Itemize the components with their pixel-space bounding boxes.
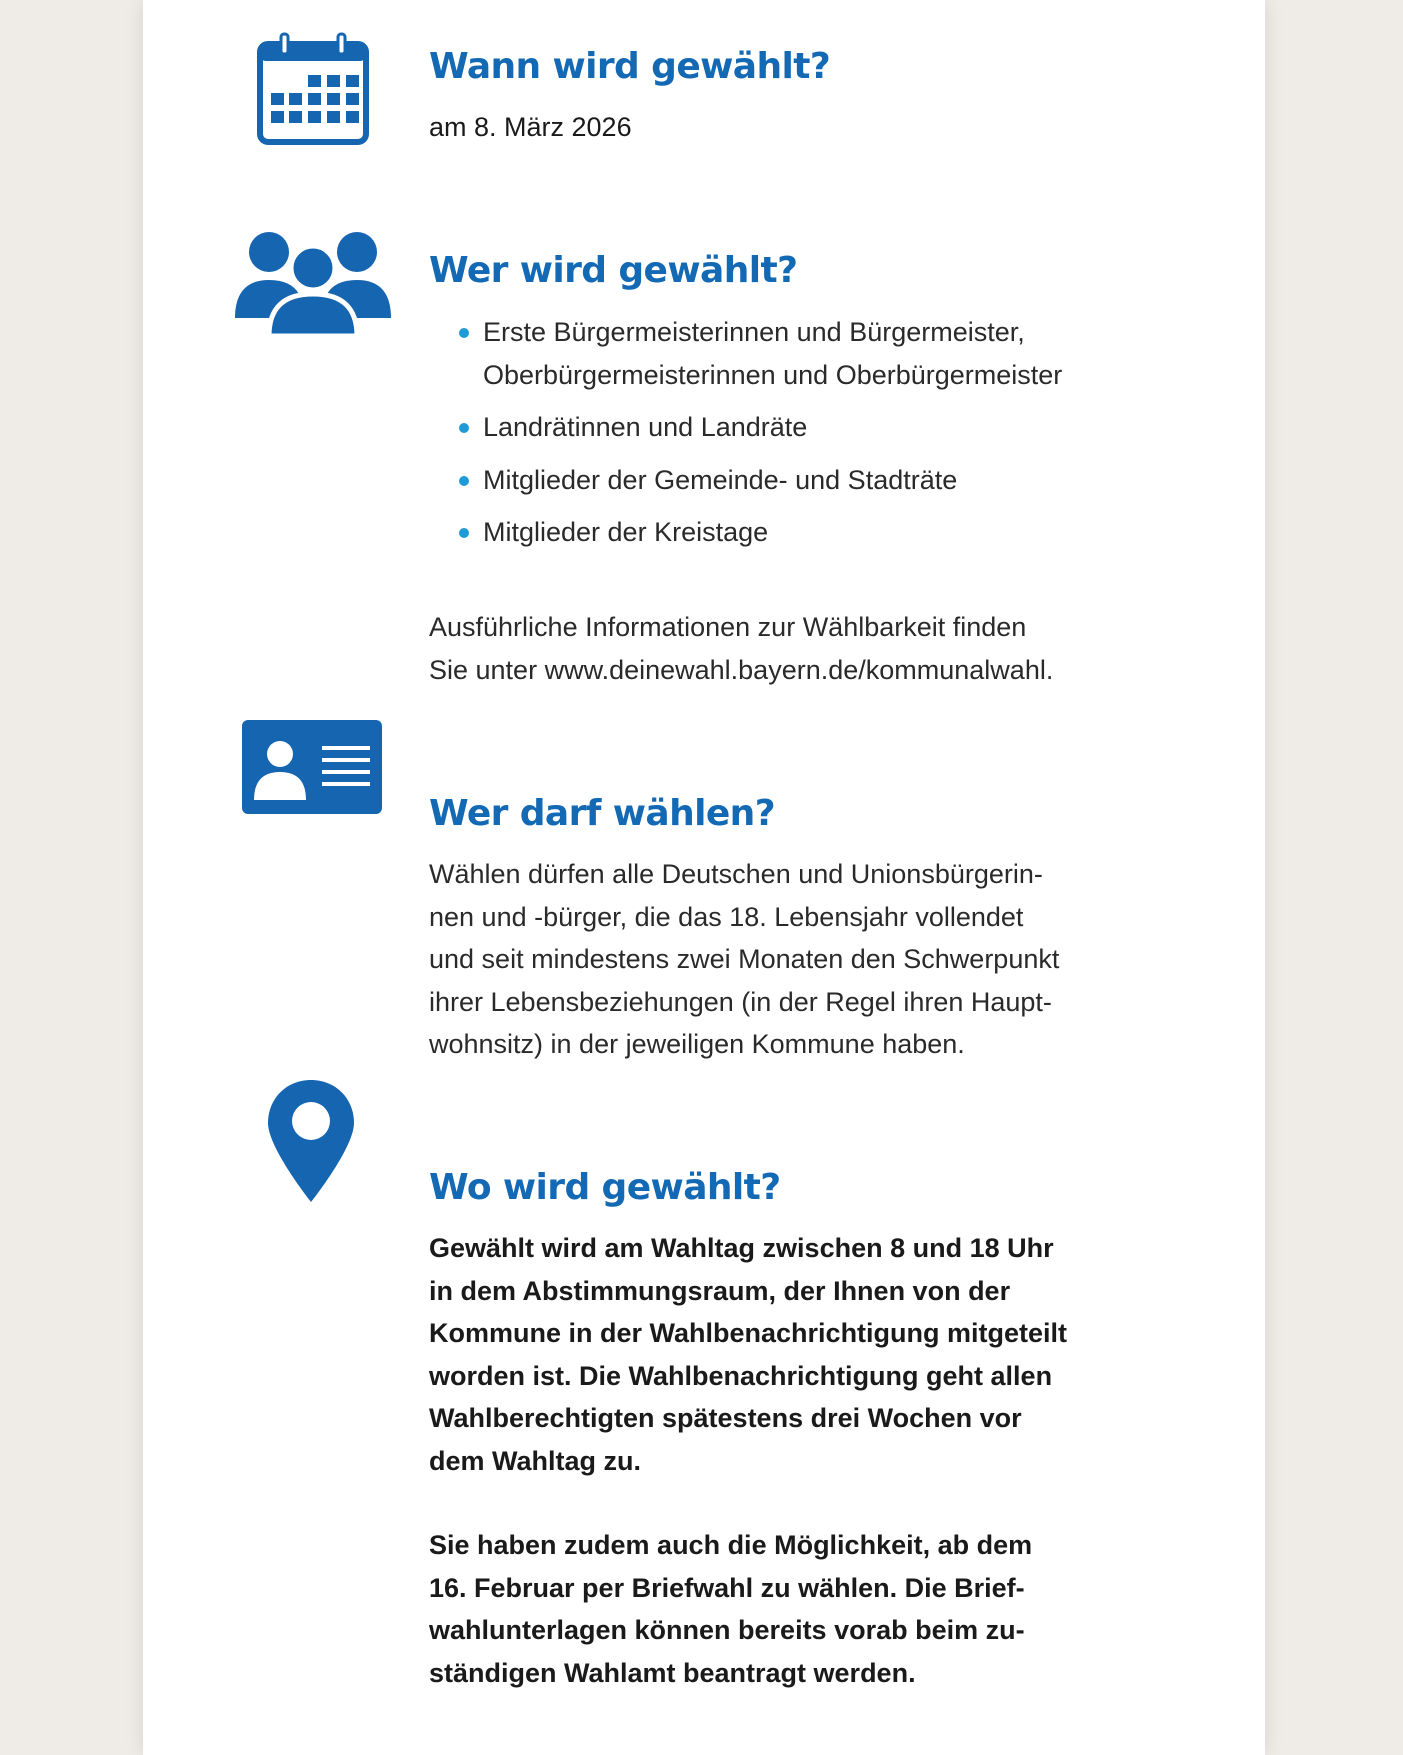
list-item: Erste Bürgermeisterinnen und Bürgermeister, Oberbürgermeisterinnen und Oberbürgermeister — [459, 311, 1062, 396]
candidates-list — [459, 311, 1062, 564]
eligibility-info: Ausführliche Informationen zur Wählbarkeit finden Sie unter www.deinewahl.bayern.de/kommunalwahl. — [429, 612, 1054, 685]
section-heading-when: Wann wird gewählt? — [429, 46, 831, 87]
polling-info-text: Gewählt wird am Wahltag zwischen 8 und 18 Uhr in dem Abstimmungsraum, der Ihnen von der Kommune in der Wahlbenachrichtigung mitgeteilt worden ist. Die Wahlbenachrichtigung geht allen Wahlberechtigten spätestens drei Wochen vor dem Wahltag zu. — [429, 1233, 1068, 1476]
list-item: Mitglieder der Kreistage — [459, 511, 1062, 554]
bullet-dot — [459, 528, 469, 538]
voter-eligibility-text: Wählen dürfen alle Deutschen und Unionsbürgerin- nen und -bürger, die das 18. Lebensjahr vollendet und seit mindestens zwei Monaten den Schwerpunkt ihrer Lebensbeziehungen (in der Regel ihren Haupt- wohnsitz) in der jeweiligen Kommune haben. — [429, 859, 1060, 1059]
people-group-icon — [233, 230, 393, 336]
bullet-dot — [459, 423, 469, 433]
document-page — [143, 0, 1265, 1755]
section-heading-who-votes: Wer darf wählen? — [429, 793, 775, 834]
section-heading-where: Wo wird gewählt? — [429, 1167, 781, 1208]
list-item: Mitglieder der Gemeinde- und Stadträte — [459, 459, 1062, 502]
section-heading-who-elected: Wer wird gewählt? — [429, 250, 798, 291]
bullet-dot — [459, 476, 469, 486]
calendar-icon — [257, 32, 369, 146]
id-card-icon — [242, 720, 382, 814]
list-item: Landrätinnen und Landräte — [459, 406, 1062, 449]
election-date: am 8. März 2026 — [429, 112, 632, 142]
postal-vote-text: Sie haben zudem auch die Möglichkeit, ab dem 16. Februar per Briefwahl zu wählen. Die Brief- wahlunterlagen können bereits vorab beim zu- ständigen Wahlamt beantragt werden. — [429, 1530, 1033, 1688]
location-pin-icon — [266, 1078, 356, 1204]
bullet-dot — [459, 328, 469, 338]
